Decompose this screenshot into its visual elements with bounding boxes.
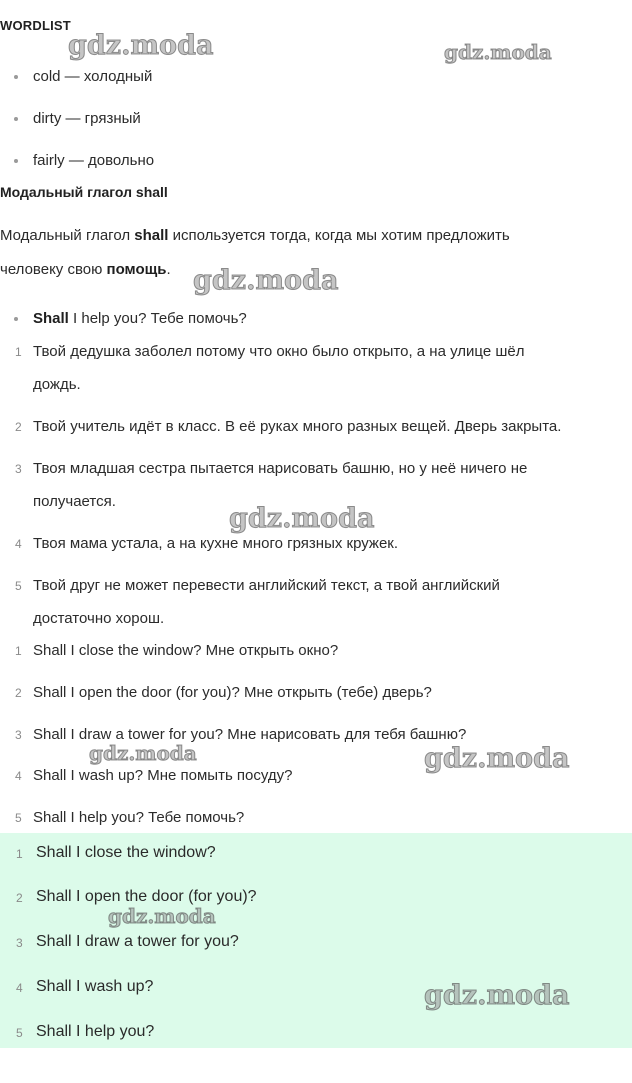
item-number: 3 bbox=[15, 728, 22, 742]
situation-text: Твоя мама устала, а на кухне много грязных кружек. bbox=[33, 535, 399, 552]
text: . bbox=[166, 261, 171, 278]
translation-text: Shall I help you? Тебе помочь? bbox=[33, 809, 245, 826]
item-number: 4 bbox=[16, 981, 23, 995]
grammar-paragraph-line-1 bbox=[0, 226, 510, 246]
watermark: gdz.moda bbox=[444, 40, 552, 64]
watermark: gdz.moda bbox=[424, 743, 570, 774]
item-number: 3 bbox=[16, 936, 23, 950]
item-number: 5 bbox=[15, 811, 22, 825]
item-number: 5 bbox=[16, 1026, 23, 1040]
example-text bbox=[33, 309, 247, 329]
item-number: 1 bbox=[16, 847, 23, 861]
text: используется тогда, когда мы хотим предложить bbox=[168, 227, 510, 244]
answer-text: Shall I help you? bbox=[36, 1023, 155, 1040]
situation-text: Твой дедушка заболел потому что окно было открыто, а на улице шёл bbox=[33, 343, 525, 360]
item-number: 1 bbox=[15, 644, 22, 658]
watermark: gdz.moda bbox=[68, 30, 214, 61]
watermark: gdz.moda bbox=[108, 904, 216, 928]
answer-text: Shall I open the door (for you)? bbox=[36, 888, 257, 905]
translation-text: Shall I wash up? Мне помыть посуду? bbox=[33, 767, 293, 784]
grammar-paragraph-line-2 bbox=[0, 260, 171, 280]
wordlist-item: fairly — довольно bbox=[33, 152, 155, 169]
answer-text: Shall I close the window? bbox=[36, 844, 216, 861]
wordlist-item: cold — холодный bbox=[33, 68, 153, 85]
situation-text: Твой учитель идёт в класс. В её руках много разных вещей. Дверь закрыта. bbox=[33, 418, 562, 435]
watermark: gdz.moda bbox=[229, 503, 375, 534]
situation-text: получается. bbox=[33, 493, 116, 510]
situation-text: Твоя младшая сестра пытается нарисовать башню, но у неё ничего не bbox=[33, 460, 528, 477]
watermark: gdz.moda bbox=[424, 980, 570, 1011]
translation-text: Shall I open the door (for you)? Мне открыть (тебе) дверь? bbox=[33, 684, 432, 701]
bold-term: shall bbox=[134, 227, 169, 244]
bullet-icon bbox=[14, 317, 18, 321]
situation-text: дождь. bbox=[33, 376, 81, 393]
bold-term: помощь bbox=[106, 261, 167, 278]
item-number: 5 bbox=[15, 579, 22, 593]
item-number: 3 bbox=[15, 462, 22, 476]
item-number: 2 bbox=[15, 420, 22, 434]
watermark: gdz.moda bbox=[89, 741, 197, 765]
situation-text: Твой друг не может перевести английский текст, а твой английский bbox=[33, 577, 500, 594]
grammar-heading: Модальный глагол shall bbox=[0, 184, 168, 200]
bullet-icon bbox=[14, 75, 18, 79]
item-number: 1 bbox=[15, 345, 22, 359]
situation-text: достаточно хорош. bbox=[33, 610, 165, 627]
bullet-icon bbox=[14, 117, 18, 121]
text: I help you? Тебе помочь? bbox=[68, 310, 247, 327]
item-number: 2 bbox=[16, 891, 23, 905]
answer-text: Shall I draw a tower for you? bbox=[36, 933, 239, 950]
translation-text: Shall I close the window? Мне открыть окно? bbox=[33, 642, 339, 659]
item-number: 4 bbox=[15, 537, 22, 551]
watermark: gdz.moda bbox=[193, 265, 339, 296]
wordlist-heading: WORDLIST bbox=[0, 18, 71, 33]
text: Модальный глагол bbox=[0, 227, 135, 244]
bold-term: Shall bbox=[33, 310, 69, 327]
item-number: 2 bbox=[15, 686, 22, 700]
answer-panel bbox=[0, 833, 632, 1048]
text: человеку свою bbox=[0, 261, 107, 278]
answer-text: Shall I wash up? bbox=[36, 978, 154, 995]
translation-text: Shall I draw a tower for you? Мне нарисовать для тебя башню? bbox=[33, 726, 467, 743]
wordlist-item: dirty — грязный bbox=[33, 110, 141, 127]
item-number: 4 bbox=[15, 769, 22, 783]
bullet-icon bbox=[14, 159, 18, 163]
